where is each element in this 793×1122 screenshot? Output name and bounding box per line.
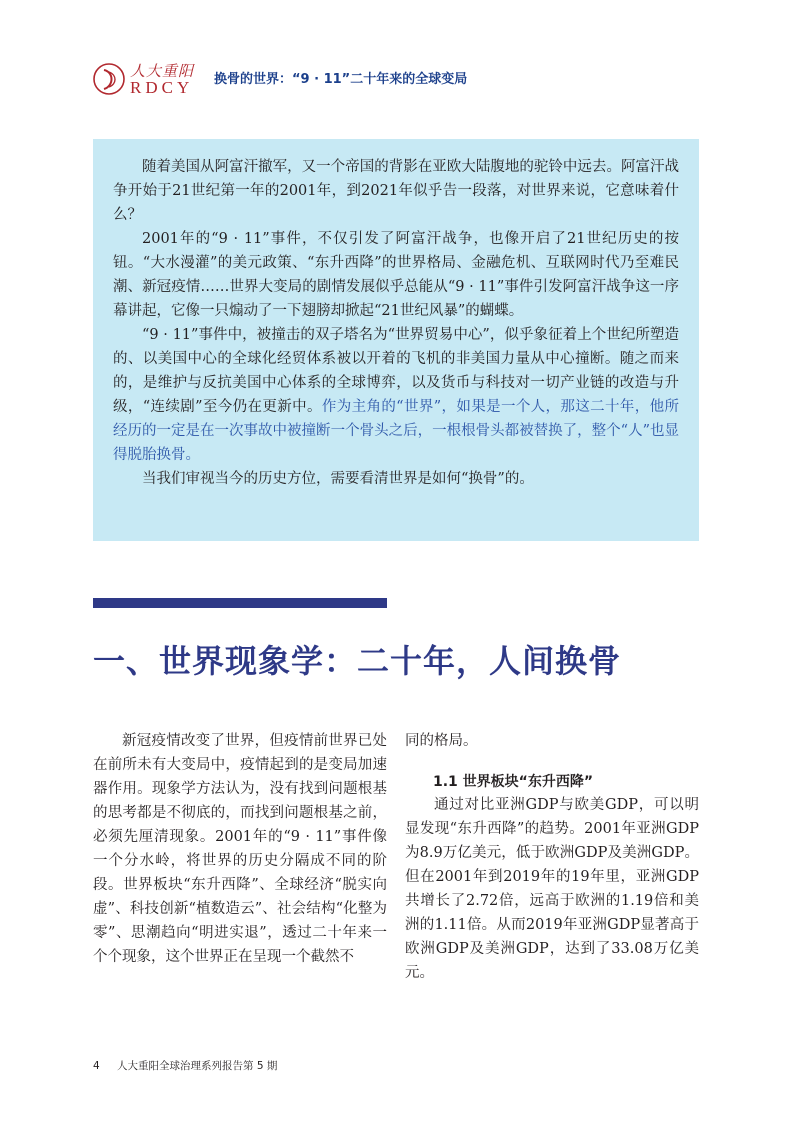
page-header [92, 58, 732, 102]
page-footer [93, 1058, 277, 1073]
subsection-heading: 1.1 世界板块“东升西降” [433, 774, 594, 790]
body-column-right [405, 729, 699, 985]
body-paragraph: 通过对比亚洲GDP与欧美GDP，可以明显发现“东升西降”的趋势。2001年亚洲GDP为8.9万亿美元，低于欧洲GDP及美洲GDP。但在2001年到2019年的19年里，亚洲GDP共增长了2.72倍，远高于欧洲的1.19倍和美洲的1.11倍。从而2019年亚洲GDP显著高于欧洲GDP及美洲GDP，达到了33.08万亿美元。 [405, 797, 699, 981]
logo-english-text: RDCY [130, 78, 194, 97]
abstract-paragraph: 2001年的“9 · 11”事件，不仅引发了阿富汗战争，也像开启了21世纪历史的按钮。“大水漫灌”的美元政策、“东升西降”的世界格局、金融危机、互联网时代乃至难民潮、新冠疫情……世界大变局的剧情发展似乎总能从“9 · 11”事件引发阿富汗战争这一序幕讲起，它像一只煽动了一下翅膀却掀起“21世纪风暴”的蝴蝶。 [113, 231, 679, 319]
section-rule [93, 598, 387, 608]
logo-chinese-text: 人大重阳 [130, 62, 195, 80]
abstract-box [93, 139, 699, 541]
section-title: 一、世界现象学：二十年，人间换骨 [93, 642, 622, 680]
page-number: 4 [93, 1060, 100, 1072]
abstract-highlight-text: 作为主角的“世界”，如果是一个人，那这二十年，他所经历的一定是在一次事故中被撞断一个骨头之后，一根根骨头都被替换了，整个“人”也显得脱胎换骨。 [113, 399, 679, 463]
body-paragraph: 新冠疫情改变了世界，但疫情前世界已处在前所未有大变局中，疫情起到的是变局加速器作用。现象学方法认为，没有找到问题根基的思考都是不彻底的，而找到问题根基之前，必须先厘清现象。2001年的“9 · 11”事件像一个分水岭，将世界的历史分隔成不同的阶段。世界板块“东升西降”、全球经济“脱实向虚”、科技创新“植数造云”、社会结构“化整为零”、思潮趋向“明进实退”，透过二十年来一个个现象，这个世界正在呈现一个截然不 [93, 733, 387, 965]
report-series-label: 人大重阳全球治理系列报告第 5 期 [117, 1060, 278, 1072]
running-header-title: 换骨的世界：“9 · 11”二十年来的全球变局 [214, 72, 468, 87]
abstract-text: “9 · 11”事件中，被撞击的双子塔名为“世界贸易中心”，似乎象征着上个世纪所塑造的、以美国中心的全球化经贸体系被以开着的飞机的非美国力量从中心撞断。随之而来的，是维护与反抗美国中心体系的全球博弈，以及货币与科技对一切产业链的改造与升级，“连续剧”至今仍在更新中。 [113, 327, 679, 415]
abstract-paragraph [113, 323, 679, 467]
body-column-left [93, 729, 387, 969]
abstract-paragraph: 随着美国从阿富汗撤军，又一个帝国的背影在亚欧大陆腹地的驼铃中远去。阿富汗战争开始于21世纪第一年的2001年，到2021年似乎告一段落，对世界来说，它意味着什么？ [113, 159, 679, 223]
abstract-paragraph: 当我们审视当今的历史方位，需要看清世界是如何“换骨”的。 [142, 471, 534, 487]
rdcy-logo-icon [92, 62, 126, 96]
body-paragraph-continued: 同的格局。 [405, 733, 478, 749]
